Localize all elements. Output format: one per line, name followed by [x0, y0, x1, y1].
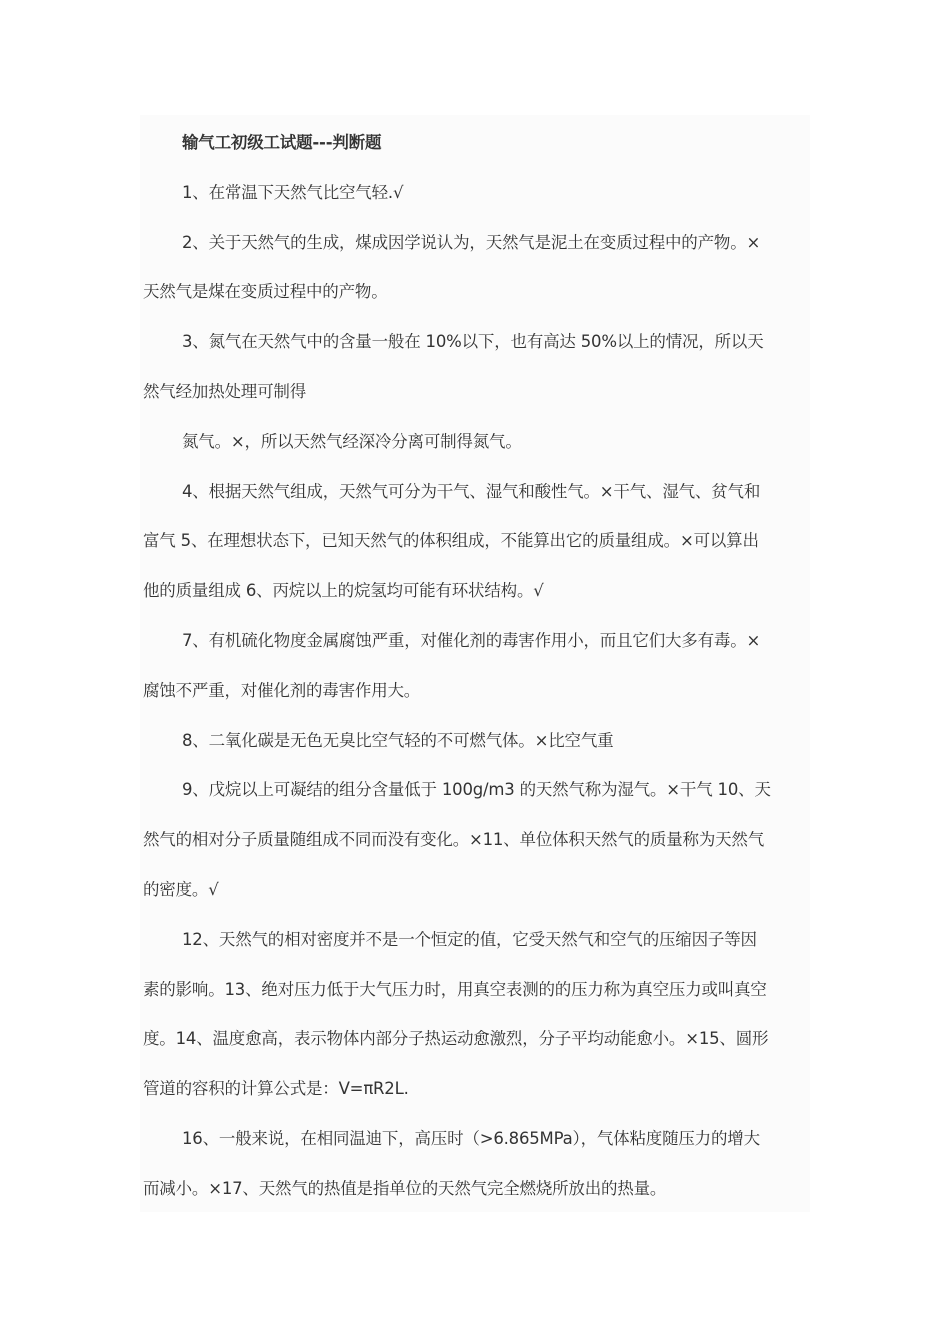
text-line: 然气的相对分子质量随组成不同而没有变化。×11、单位体积天然气的质量称为天然气 [143, 830, 765, 850]
text-line: 富气 5、在理想状态下，已知天然气的体积组成，不能算出它的质量组成。×可以算出 [143, 531, 759, 551]
text-line: 16、一般来说，在相同温迪下，高压时（>6.865MPa），气体粘度随压力的增大 [182, 1128, 760, 1148]
text-line: 8、二氧化碳是无色无臭比空气轻的不可燃气体。×比空气重 [182, 730, 614, 750]
text-line: 他的质量组成 6、丙烷以上的烷氢均可能有环状结构。√ [143, 581, 544, 601]
document-title: 输气工初级工试题---判断题 [182, 133, 382, 152]
text-line: 而减小。×17、天然气的热值是指单位的天然气完全燃烧所放出的热量。 [143, 1178, 667, 1198]
text-line: 天然气是煤在变质过程中的产物。 [143, 282, 388, 302]
text-line: 2、关于天然气的生成，煤成因学说认为，天然气是泥土在变质过程中的产物。× [182, 232, 761, 252]
text-line: 然气经加热处理可制得 [143, 381, 307, 401]
text-line: 腐蚀不严重，对催化剂的毒害作用大。 [143, 680, 421, 700]
text-line: 1、在常温下天然气比空气轻.√ [182, 182, 404, 202]
text-line: 度。14、温度愈高，表示物体内部分子热运动愈激烈，分子平均动能愈小。×15、圆形 [143, 1029, 769, 1049]
document-body [143, 118, 810, 1214]
text-line: 9、戊烷以上可凝结的组分含量低于 100g/m3 的天然气称为湿气。×干气 10、天 [182, 780, 771, 800]
text-line: 4、根据天然气组成，天然气可分为干气、湿气和酸性气。×干气、湿气、贫气和 [182, 481, 761, 501]
text-line: 12、天然气的相对密度并不是一个恒定的值，它受天然气和空气的压缩因子等因 [182, 929, 757, 949]
text-line: 素的影响。13、绝对压力低于大气压力时，用真空表测的的压力称为真空压力或叫真空 [143, 979, 767, 999]
text-line: 氮气。×，所以天然气经深冷分离可制得氮气。 [182, 431, 522, 451]
text-line: 3、氮气在天然气中的含量一般在 10%以下，也有高达 50%以上的情况，所以天 [182, 332, 764, 352]
text-line: 的密度。√ [143, 879, 219, 899]
text-line: 7、有机硫化物度金属腐蚀严重，对催化剂的毒害作用小，而且它们大多有毒。× [182, 630, 761, 650]
text-line: 管道的容积的计算公式是：V=πR2L. [143, 1079, 409, 1099]
